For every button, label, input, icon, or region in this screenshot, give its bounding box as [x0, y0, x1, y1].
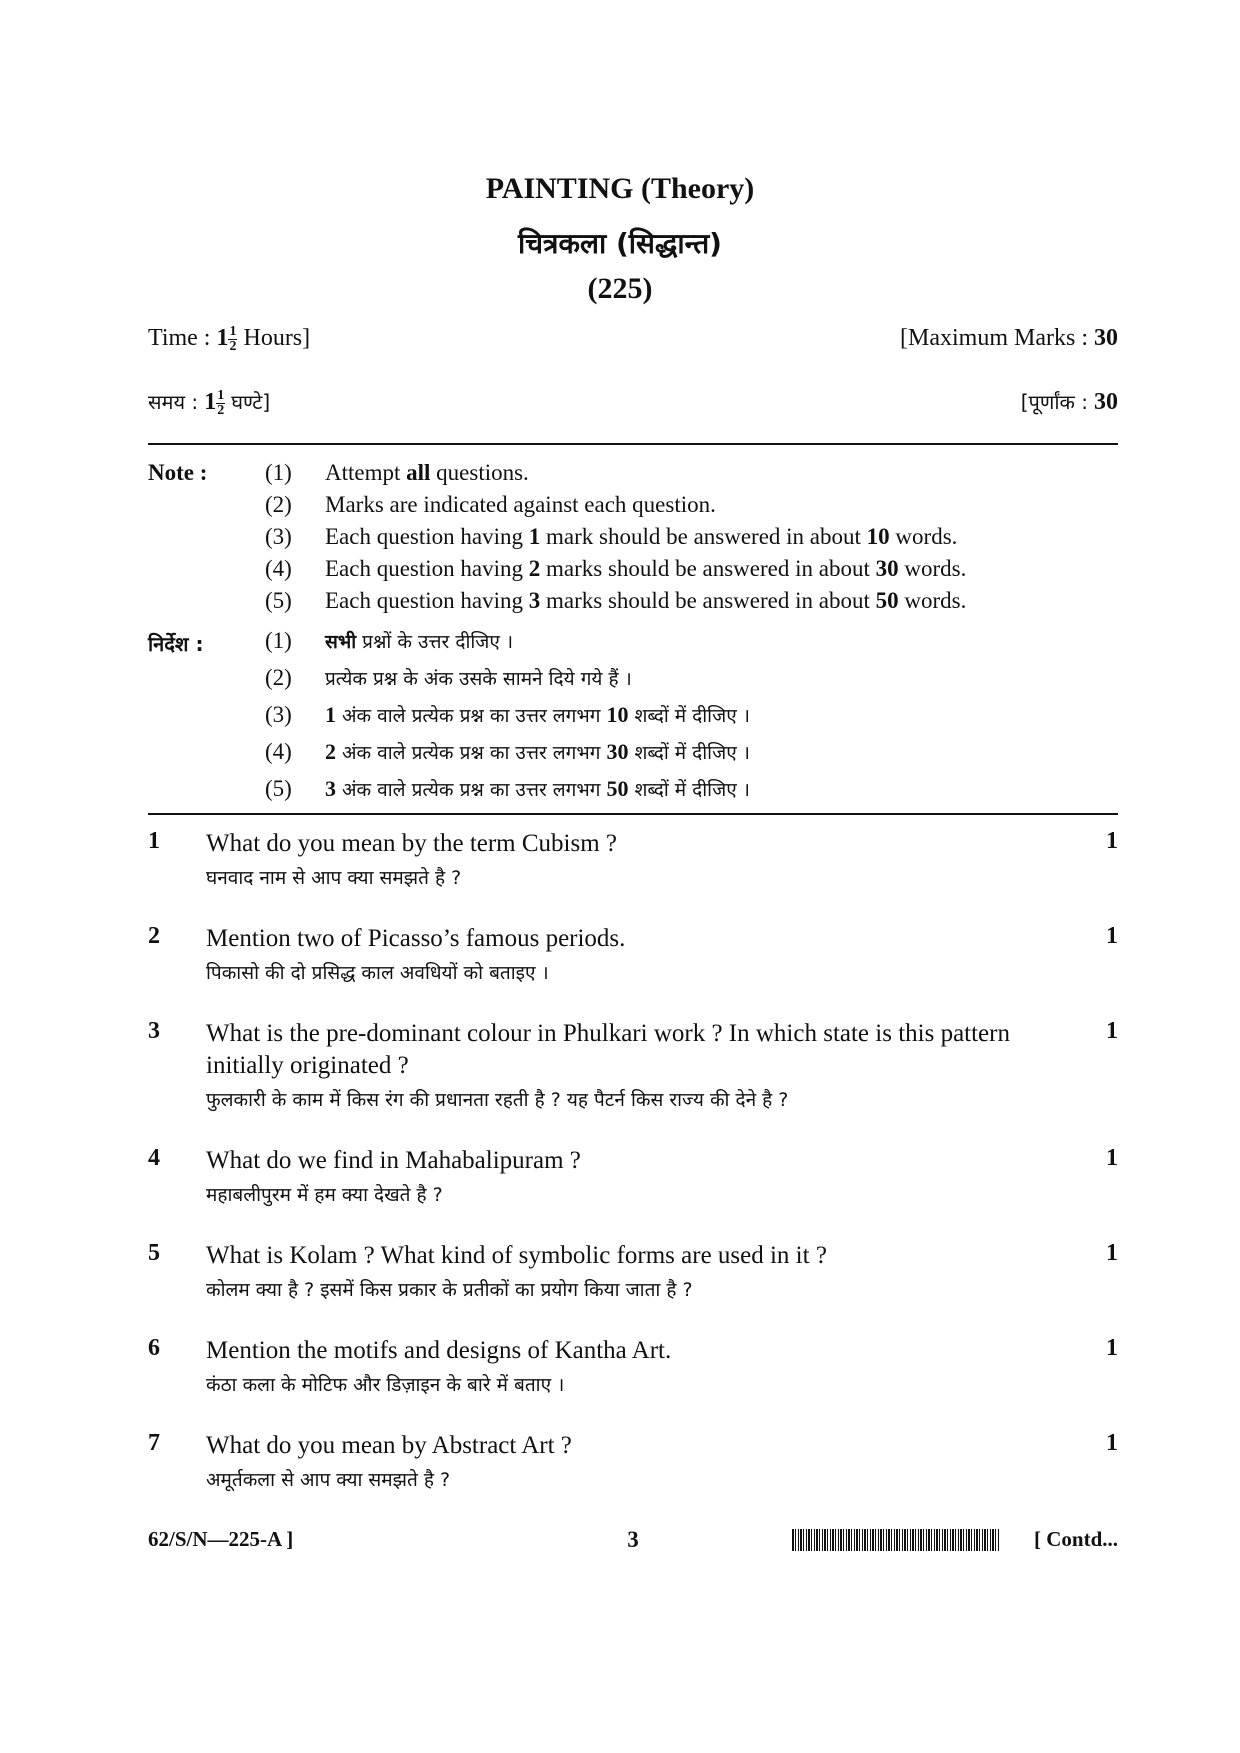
note-bold: 1 — [325, 702, 336, 727]
note-bold: 3 — [325, 776, 336, 801]
note-text: अंक वाले प्रत्येक प्रश्न का उत्तर लगभग — [336, 779, 607, 801]
note-text: words. — [898, 556, 967, 581]
note-text: marks should be answered in about — [540, 588, 876, 613]
time-fraction-hindi — [216, 389, 225, 418]
note-item-hindi — [265, 665, 1085, 702]
paper-title-hindi: चित्रकला (सिद्धान्त) — [518, 227, 722, 260]
note-text: शब्दों में दीजिए । — [628, 705, 750, 727]
note-num: (1) — [265, 460, 292, 485]
note-item — [265, 492, 1085, 524]
note-text: अंक वाले प्रत्येक प्रश्न का उत्तर लगभग — [336, 705, 607, 727]
question-english: What is the pre-dominant colour in Phulkari work ? In which state is this pattern initially originated ? — [206, 1020, 1010, 1079]
note-num: (2) — [265, 492, 292, 517]
note-item-hindi — [265, 628, 1085, 665]
fraction-numerator: 1 — [229, 324, 237, 339]
continued-label: [ Contd... — [1033, 1527, 1118, 1551]
max-marks-label: [Maximum Marks : — [900, 325, 1088, 351]
barcode-icon — [792, 1529, 1000, 1551]
note-text: Each question having — [325, 588, 529, 613]
question-hindi: कंठा कला के मोटिफ और डिज़ाइन के बारे में बताए । — [206, 1374, 565, 1396]
note-text: शब्दों में दीजिए । — [628, 779, 750, 801]
question-number: 6 — [148, 1335, 160, 1361]
fraction-numerator: 1 — [217, 387, 225, 403]
question-number: 2 — [148, 923, 160, 949]
note-list-hindi — [265, 628, 1085, 813]
time-marks-row-english — [148, 325, 1118, 354]
question-marks: 1 — [1106, 923, 1118, 949]
note-text: words. — [898, 588, 967, 613]
paper-title-english: PAINTING (Theory) — [485, 172, 755, 205]
page-number: 3 — [627, 1527, 639, 1552]
note-text: questions. — [430, 460, 529, 485]
note-item — [265, 460, 1085, 492]
question-hindi: अमूर्तकला से आप क्या समझते है ? — [206, 1469, 451, 1491]
note-list-english — [265, 460, 1085, 620]
note-bold: 50 — [875, 588, 899, 613]
note-num: (1) — [265, 628, 292, 653]
time-whole-hindi: 1 — [204, 389, 217, 415]
note-bold: 10 — [866, 524, 890, 549]
note-bold: all — [406, 460, 431, 485]
question-number: 7 — [148, 1430, 160, 1456]
note-bold: 1 — [528, 524, 541, 549]
note-num: (4) — [265, 739, 292, 764]
question-text — [206, 1430, 1036, 1498]
time-label: Time : — [148, 325, 211, 352]
note-text: Marks are indicated against each question. — [325, 492, 716, 517]
question-marks: 1 — [1106, 1145, 1118, 1171]
note-text: अंक वाले प्रत्येक प्रश्न का उत्तर लगभग — [336, 742, 607, 764]
question-english: What do you mean by the term Cubism ? — [206, 830, 618, 857]
question-text — [206, 1145, 1036, 1213]
time-marks-row-hindi — [148, 388, 1118, 418]
note-text: प्रश्नों के उत्तर दीजिए । — [356, 631, 514, 653]
note-bold: 30 — [606, 739, 629, 764]
note-num: (5) — [265, 776, 292, 801]
question-english: What do we find in Mahabalipuram ? — [206, 1147, 581, 1174]
question-text — [206, 1018, 1036, 1118]
note-bold: 2 — [528, 556, 541, 581]
note-bold: सभी — [325, 631, 357, 653]
question-english: Mention two of Picasso’s famous periods. — [206, 925, 626, 952]
note-text: Each question having — [325, 556, 529, 581]
question-number: 4 — [148, 1145, 160, 1171]
question-english: What is Kolam ? What kind of symbolic forms are used in it ? — [206, 1242, 827, 1269]
note-num: (2) — [265, 665, 292, 690]
divider — [148, 443, 1118, 445]
max-marks-value: 30 — [1094, 325, 1118, 351]
subject-code: (225) — [587, 272, 653, 305]
question-number: 3 — [148, 1018, 160, 1044]
note-label-hindi: निर्देश : — [148, 632, 204, 656]
note-bold: 10 — [606, 702, 629, 727]
question-hindi: घनवाद नाम से आप क्या समझते है ? — [206, 867, 462, 889]
max-marks-value-hindi: 30 — [1094, 389, 1118, 415]
question-text — [206, 923, 1036, 991]
time-unit-hindi: घण्टे] — [231, 390, 271, 414]
question-number: 1 — [148, 828, 160, 854]
note-num: (3) — [265, 702, 292, 727]
paper-code: 62/S/N—225-A ] — [148, 1527, 294, 1551]
question-hindi: कोलम क्या है ? इसमें किस प्रकार के प्रतीकों का प्रयोग किया जाता है ? — [206, 1279, 693, 1301]
note-item — [265, 524, 1085, 556]
fraction-denominator: 2 — [217, 402, 225, 418]
note-text: mark should be answered in about — [540, 524, 867, 549]
note-text: words. — [889, 524, 958, 549]
note-bold: 2 — [325, 739, 336, 764]
note-text: Each question having — [325, 524, 529, 549]
question-marks: 1 — [1106, 1240, 1118, 1266]
note-bold: 3 — [528, 588, 541, 613]
question-english: What do you mean by Abstract Art ? — [206, 1432, 572, 1459]
time-unit: Hours] — [243, 325, 311, 352]
question-number: 5 — [148, 1240, 160, 1266]
question-hindi: फुलकारी के काम में किस रंग की प्रधानता रहती है ? यह पैटर्न किस राज्य की देने है ? — [206, 1089, 789, 1111]
note-num: (3) — [265, 524, 292, 549]
question-text — [206, 1335, 1036, 1403]
note-text: प्रत्येक प्रश्न के अंक उसके सामने दिये गये हैं । — [325, 668, 632, 690]
question-text — [206, 1240, 1036, 1308]
max-marks — [900, 325, 1118, 352]
time-fraction — [228, 325, 237, 354]
max-marks-hindi — [1021, 388, 1118, 416]
fraction-denominator: 2 — [229, 339, 237, 354]
note-bold: 50 — [606, 776, 629, 801]
time-whole: 1 — [216, 325, 229, 352]
time-label-hindi: समय : — [148, 390, 199, 414]
question-text — [206, 828, 1036, 896]
note-item — [265, 588, 1085, 620]
question-hindi: महाबलीपुरम में हम क्या देखते है ? — [206, 1184, 443, 1206]
note-text: शब्दों में दीजिए । — [628, 742, 750, 764]
note-text: Attempt — [325, 460, 407, 485]
note-label: Note : — [148, 460, 208, 485]
note-num: (4) — [265, 556, 292, 581]
max-marks-label-hindi: [पूर्णांक : — [1020, 390, 1088, 414]
question-marks: 1 — [1106, 1430, 1118, 1456]
note-num: (5) — [265, 588, 292, 613]
note-item-hindi — [265, 776, 1085, 813]
question-hindi: पिकासो की दो प्रसिद्ध काल अवधियों को बताइए । — [206, 962, 549, 984]
note-item — [265, 556, 1085, 588]
divider — [148, 813, 1118, 815]
question-marks: 1 — [1106, 828, 1118, 854]
note-item-hindi — [265, 739, 1085, 776]
note-item-hindi — [265, 702, 1085, 739]
note-bold: 30 — [875, 556, 899, 581]
question-marks: 1 — [1106, 1018, 1118, 1044]
note-text: marks should be answered in about — [540, 556, 876, 581]
question-marks: 1 — [1106, 1335, 1118, 1361]
question-english: Mention the motifs and designs of Kantha Art. — [206, 1337, 672, 1364]
